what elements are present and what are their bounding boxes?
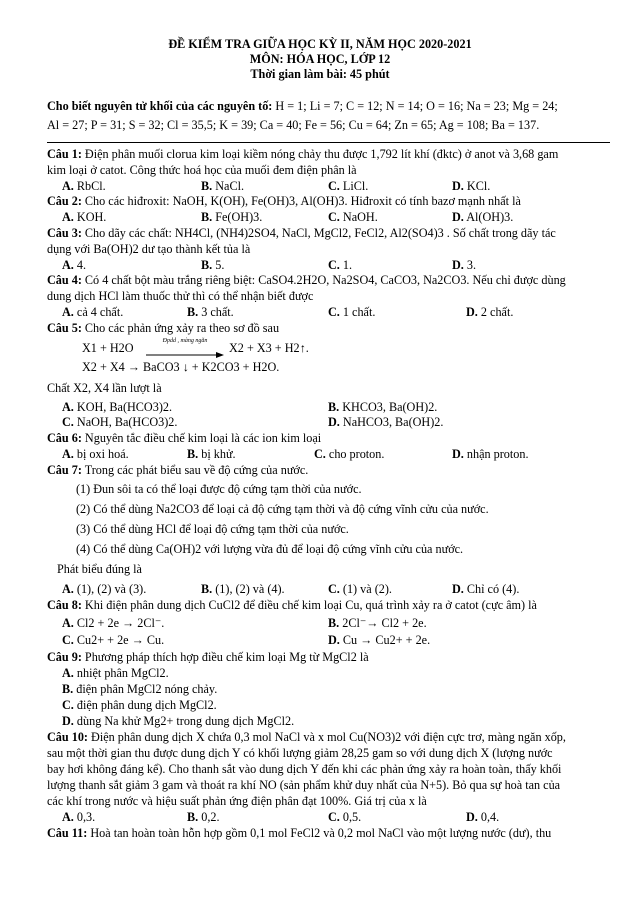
option-letter-c: C.: [328, 582, 340, 596]
question-6-text: Nguyên tắc điều chế kim loại là các ion kim loại: [84, 431, 322, 445]
q6-option-d: [452, 447, 529, 462]
exam-time: Thời gian làm bài: 45 phút: [250, 67, 390, 81]
question-3-text: Cho dãy các chất: NH4Cl, (NH4)2SO4, NaCl, MgCl2, FeCl2, Al2(SO4)3 . Số chất trong dãy tác: [84, 226, 556, 240]
option-text: KCl.: [466, 179, 491, 193]
option-text: 0,5.: [342, 810, 362, 824]
question-11-text: Hoà tan hoàn toàn hỗn hợp gồm 0,1 mol FeCl2 và 0,2 mol NaCl vào một lượng nước (dư), thu: [90, 826, 552, 840]
option-letter-a: A.: [62, 400, 74, 414]
option-text: 4.: [76, 258, 87, 272]
question-3: [47, 226, 556, 241]
option-text: NaCl.: [215, 179, 245, 193]
option-text: (1) và (2).: [342, 582, 392, 596]
option-letter-b: B.: [328, 400, 340, 414]
option-text: bị khử.: [201, 447, 236, 461]
option-letter-b: B.: [201, 258, 213, 272]
question-10-label: Câu 10:: [47, 730, 88, 744]
question-5-label: Câu 5:: [47, 321, 82, 335]
option-letter-b: B.: [328, 616, 340, 630]
question-10: [47, 730, 566, 745]
option-letter-b: B.: [187, 810, 199, 824]
option-letter-b: B.: [187, 305, 199, 319]
question-4: [47, 273, 566, 288]
option-letter-d: D.: [328, 633, 340, 647]
question-8-label: Câu 8:: [47, 598, 82, 612]
option-text: Chỉ có (4).: [466, 582, 520, 596]
option-text: KHCO3, Ba(OH)2.: [342, 400, 438, 414]
q5-option-d: [328, 415, 443, 430]
option-text: 1.: [342, 258, 353, 272]
atomic-masses-values-2: Al = 27; P = 31; S = 32; Cl = 35,5; K = 39; Ca = 40; Fe = 56; Cu = 64; Zn = 65; Ag = 108; Ba = 137.: [47, 118, 540, 132]
option-text: KOH, Ba(HCO3)2.: [76, 400, 173, 414]
option-text: RbCl.: [76, 179, 106, 193]
option-text: nhận proton.: [466, 447, 529, 461]
option-letter-d: D.: [466, 305, 478, 319]
atomic-masses-line1: [47, 99, 558, 114]
option-text: Cl2 + 2e → 2Cl⁻.: [76, 616, 165, 630]
q1-option-b: [201, 179, 244, 194]
option-letter-a: A.: [62, 616, 74, 630]
question-7-text-2: Phát biểu đúng là: [57, 562, 142, 576]
option-letter-c: C.: [62, 415, 74, 429]
option-text: cho proton.: [328, 447, 385, 461]
question-4-text: Có 4 chất bột màu trắng riêng biệt: CaSO4.2H2O, Na2SO4, CaCO3, Na2CO3. Nếu chỉ được dùng: [84, 273, 566, 287]
option-letter-c: C.: [62, 633, 74, 647]
q5-option-b: [328, 400, 437, 415]
option-letter-c: C.: [328, 210, 340, 224]
q5-equation-1-right: X2 + X3 + H2↑.: [229, 341, 309, 355]
option-letter-d: D.: [452, 582, 464, 596]
q8-option-c: [62, 633, 164, 648]
q9-option-c: [62, 698, 217, 713]
option-letter-c: C.: [328, 179, 340, 193]
option-letter-d: D.: [452, 210, 464, 224]
question-5-text-2: Chất X2, X4 lần lượt là: [47, 381, 162, 395]
option-letter-d: D.: [328, 415, 340, 429]
option-letter-a: A.: [62, 258, 74, 272]
question-7-label: Câu 7:: [47, 463, 82, 477]
q2-option-c: [328, 210, 378, 225]
q4-option-b: [187, 305, 234, 320]
q6-option-c: [314, 447, 384, 462]
divider-rule: [47, 142, 610, 143]
question-4-label: Câu 4:: [47, 273, 82, 287]
option-letter-c: C.: [62, 698, 74, 712]
option-text: nhiệt phân MgCl2.: [76, 666, 169, 680]
q2-option-a: [62, 210, 106, 225]
question-6: [47, 431, 321, 446]
option-text: LiCl.: [342, 179, 369, 193]
question-8-text: Khi điện phân dung dịch CuCl2 để điều chế kim loại Cu, quá trình xảy ra ở catot (cực âm) là: [84, 598, 537, 612]
question-10-text-3: bay hơi không đáng kể). Cho thanh sắt vào dung dịch Y đến khi các phản ứng xảy ra hoàn toàn, thấy khối: [47, 762, 562, 776]
option-letter-a: A.: [62, 666, 74, 680]
atomic-masses-values-1: H = 1; Li = 7; C = 12; N = 14; O = 16; Na = 23; Mg = 24;: [275, 99, 558, 113]
q8-option-d: [328, 633, 430, 648]
question-4-text-2: dung dịch HCl làm thuốc thử thì có thể nhận biết được: [47, 289, 314, 303]
option-letter-d: D.: [452, 179, 464, 193]
q9-option-d: [62, 714, 294, 729]
option-letter-a: A.: [62, 582, 74, 596]
option-text: dùng Na khử Mg2+ trong dung dịch MgCl2.: [76, 714, 295, 728]
q4-option-d: [466, 305, 513, 320]
question-2: [47, 194, 521, 209]
option-text: 0,3.: [76, 810, 96, 824]
q4-option-a: [62, 305, 123, 320]
option-letter-a: A.: [62, 305, 74, 319]
reaction-arrow-icon: [146, 351, 224, 359]
q1-option-a: [62, 179, 106, 194]
question-10-text-2: sau một thời gian thu được dung dịch Y có khối lượng giảm 28,25 gam so với dung dịch X (lượng nước: [47, 746, 553, 760]
question-3-text-2: dụng với Ba(OH)2 dư tạo thành kết tủa là: [47, 242, 251, 256]
question-9-label: Câu 9:: [47, 650, 82, 664]
q9-option-a: [62, 666, 169, 681]
question-1-text: Điện phân muối clorua kim loại kiềm nóng chảy thu được 1,792 lít khí (đktc) ở anot và 3,68 gam: [84, 147, 559, 161]
question-5-text: Cho các phản ứng xảy ra theo sơ đồ sau: [84, 321, 280, 335]
q7-statement-2: (2) Có thể dùng Na2CO3 để loại cả độ cứng tạm thời và độ cứng vĩnh cửu của nước.: [76, 502, 489, 516]
question-7-text: Trong các phát biểu sau về độ cứng của nước.: [84, 463, 309, 477]
option-text: 2Cl⁻→ Cl2 + 2e.: [342, 616, 427, 630]
q7-option-d: [452, 582, 519, 597]
option-letter-d: D.: [452, 258, 464, 272]
option-letter-b: B.: [201, 210, 213, 224]
q3-option-c: [328, 258, 352, 273]
option-text: 0,2.: [201, 810, 220, 824]
option-text: 3 chất.: [201, 305, 234, 319]
question-7: [47, 463, 308, 478]
option-text: Fe(OH)3.: [215, 210, 263, 224]
q10-option-b: [187, 810, 220, 825]
option-letter-a: A.: [62, 447, 74, 461]
q5-option-a: [62, 400, 172, 415]
option-letter-a: A.: [62, 210, 74, 224]
option-letter-c: C.: [328, 258, 340, 272]
q7-option-c: [328, 582, 392, 597]
question-8: [47, 598, 537, 613]
question-9: [47, 650, 369, 665]
q7-statement-4: (4) Có thể dùng Ca(OH)2 với lượng vừa đủ để loại độ cứng vĩnh cửu của nước.: [76, 542, 464, 556]
atomic-masses-label: Cho biết nguyên tử khối của các nguyên tố:: [47, 99, 273, 113]
q1-option-d: [452, 179, 490, 194]
option-text: NaOH, Ba(HCO3)2.: [76, 415, 178, 429]
question-1-label: Câu 1:: [47, 147, 82, 161]
q6-option-b: [187, 447, 236, 462]
q9-option-b: [62, 682, 217, 697]
option-text: NaHCO3, Ba(OH)2.: [342, 415, 444, 429]
option-text: 0,4.: [480, 810, 500, 824]
option-text: Cu2+ + 2e → Cu.: [76, 633, 165, 647]
q7-option-b: [201, 582, 285, 597]
option-text: (1), (2) và (3).: [76, 582, 147, 596]
arrow-condition-label: Đpdd , màng ngăn: [162, 338, 208, 344]
q2-option-b: [201, 210, 262, 225]
option-letter-c: C.: [314, 447, 326, 461]
option-text: Al(OH)3.: [466, 210, 514, 224]
option-text: Cu → Cu2+ + 2e.: [342, 633, 431, 647]
option-text: điện phân MgCl2 nóng chảy.: [76, 682, 218, 696]
option-letter-a: A.: [62, 810, 74, 824]
option-text: 2 chất.: [480, 305, 514, 319]
question-2-label: Câu 2:: [47, 194, 82, 208]
q7-option-a: [62, 582, 146, 597]
q5-option-c: [62, 415, 177, 430]
question-1-text-2: kim loại ở catot. Công thức hoá học của muối đem điện phân là: [47, 163, 357, 177]
q10-option-c: [328, 810, 361, 825]
q1-option-c: [328, 179, 368, 194]
q5-equation-2: X2 + X4 → BaCO3 ↓ + K2CO3 + H2O.: [82, 360, 280, 374]
option-letter-d: D.: [62, 714, 74, 728]
option-letter-b: B.: [187, 447, 199, 461]
question-11: [47, 826, 551, 841]
exam-title: ĐỀ KIỂM TRA GIỮA HỌC KỲ II, NĂM HỌC 2020-2021: [168, 37, 472, 51]
q10-option-d: [466, 810, 499, 825]
option-letter-d: D.: [466, 810, 478, 824]
q10-option-a: [62, 810, 95, 825]
option-letter-c: C.: [328, 305, 340, 319]
question-6-label: Câu 6:: [47, 431, 82, 445]
option-text: bị oxi hoá.: [76, 447, 129, 461]
question-2-text: Cho các hiđroxit: NaOH, K(OH), Fe(OH)3, Al(OH)3. Hiđroxit có tính bazơ mạnh nhất là: [84, 194, 521, 208]
q6-option-a: [62, 447, 129, 462]
option-text: NaOH.: [342, 210, 378, 224]
option-letter-d: D.: [452, 447, 464, 461]
option-text: cả 4 chất.: [76, 305, 124, 319]
q8-option-a: [62, 616, 164, 631]
q8-option-b: [328, 616, 427, 631]
exam-subject: MÔN: HÓA HỌC, LỚP 12: [249, 52, 391, 66]
q3-option-a: [62, 258, 86, 273]
question-10-text-4: lượng thanh sắt giảm 3 gam và thoát ra khí NO (sản phẩm khử duy nhất của N+5). Bỏ qua sự hoà tan của: [47, 778, 561, 792]
q5-equation-1-arrow: [146, 334, 224, 359]
q7-statement-3: (3) Có thể dùng HCl để loại độ cứng tạm thời của nước.: [76, 522, 349, 536]
q3-option-b: [201, 258, 224, 273]
option-letter-c: C.: [328, 810, 340, 824]
q7-statement-1: (1) Đun sôi ta có thể loại được độ cứng tạm thời của nước.: [76, 482, 362, 496]
q4-option-c: [328, 305, 375, 320]
question-9-text: Phương pháp thích hợp điều chế kim loại Mg từ MgCl2 là: [84, 650, 369, 664]
option-text: KOH.: [76, 210, 107, 224]
option-text: điện phân dung dịch MgCl2.: [76, 698, 217, 712]
q3-option-d: [452, 258, 476, 273]
option-letter-a: A.: [62, 179, 74, 193]
question-10-text: Điện phân dung dịch X chứa 0,3 mol NaCl và x mol Cu(NO3)2 với điện cực trơ, màng ngăn xốp,: [91, 730, 566, 744]
question-11-label: Câu 11:: [47, 826, 88, 840]
option-text: 1 chất.: [342, 305, 376, 319]
option-text: 3.: [466, 258, 477, 272]
question-1: [47, 147, 558, 162]
option-letter-b: B.: [201, 582, 213, 596]
q5-equation-1-left: X1 + H2O: [82, 341, 134, 355]
question-10-text-5: các khí trong nước và hiệu suất phản ứng điện phân đạt 100%. Giá trị của x là: [47, 794, 427, 808]
option-letter-b: B.: [201, 179, 213, 193]
option-letter-b: B.: [62, 682, 74, 696]
option-text: 5.: [215, 258, 225, 272]
option-text: (1), (2) và (4).: [215, 582, 285, 596]
q2-option-d: [452, 210, 513, 225]
question-3-label: Câu 3:: [47, 226, 82, 240]
